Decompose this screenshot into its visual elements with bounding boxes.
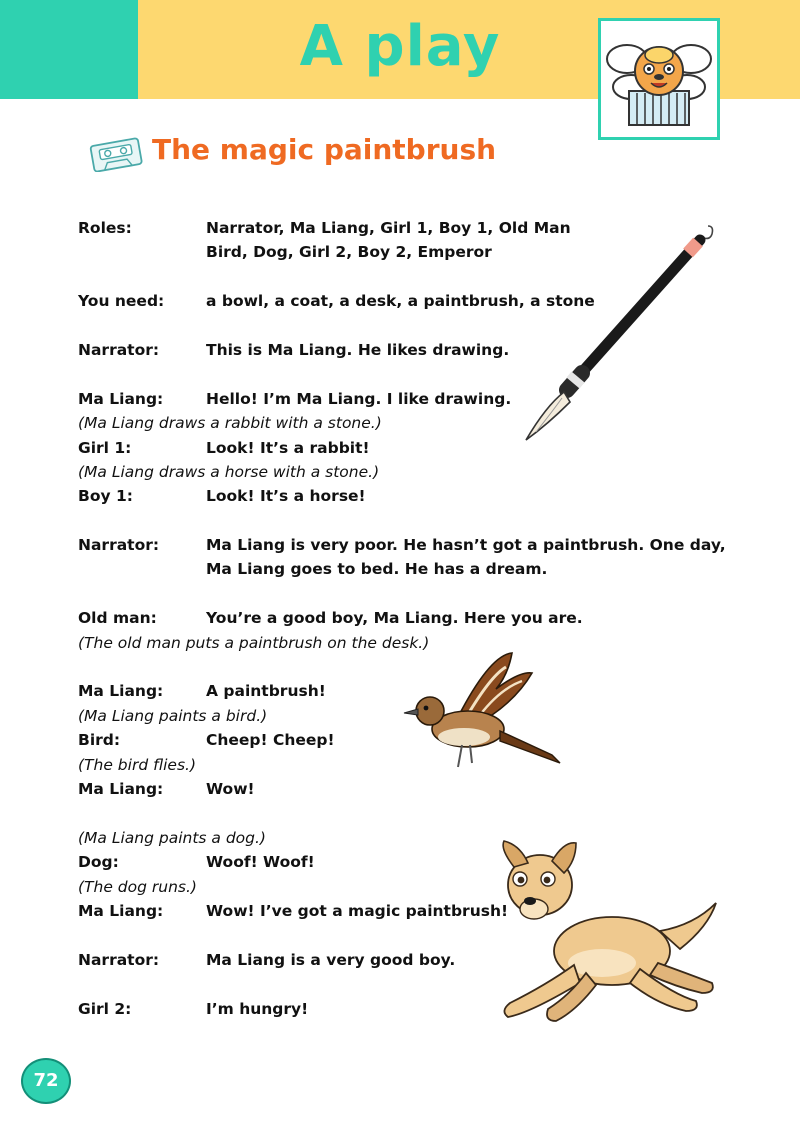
- speech: Wow!: [206, 779, 255, 798]
- speaker: Girl 1:: [78, 438, 132, 457]
- dialogue-line: [78, 777, 698, 801]
- page-number: 72: [21, 1058, 71, 1104]
- speaker: Ma Liang:: [78, 901, 164, 920]
- dialogue-line-continued: [78, 557, 698, 581]
- dialogue-line: [78, 533, 726, 557]
- dialogue-line: [78, 728, 698, 752]
- speaker: Narrator:: [78, 340, 160, 359]
- dialogue-line: [78, 679, 698, 703]
- speaker: Old man:: [78, 609, 157, 628]
- roles-list: Bird, Dog, Girl 2, Boy 2, Emperor: [206, 243, 492, 262]
- role-label: Roles:: [78, 219, 132, 237]
- speech: A paintbrush!: [206, 682, 326, 701]
- roles-list: Narrator, Ma Liang, Girl 1, Boy 1, Old Man: [206, 219, 571, 237]
- speech: Look! It’s a rabbit!: [206, 438, 370, 457]
- speech: Cheep! Cheep!: [206, 731, 335, 750]
- speech: Ma Liang is very poor. He hasn’t got a paintbrush. One day,: [206, 536, 726, 555]
- speech: Look! It’s a horse!: [206, 487, 366, 506]
- speech: Ma Liang is a very good boy.: [206, 950, 456, 969]
- role-label: You need:: [78, 292, 165, 311]
- stage-direction: (Ma Liang paints a dog.): [78, 828, 266, 847]
- stage-direction: (The bird flies.): [78, 755, 196, 774]
- stage-direction: (The dog runs.): [78, 877, 197, 896]
- speech: Woof! Woof!: [206, 853, 315, 872]
- running-dog-illustration: [490, 835, 722, 1025]
- speaker: Narrator:: [78, 536, 160, 555]
- speaker: Bird:: [78, 731, 121, 750]
- speech: Ma Liang goes to bed. He has a dream.: [206, 560, 548, 579]
- speaker: Girl 2:: [78, 999, 132, 1018]
- lion-dance-mask-icon: [598, 18, 720, 140]
- speaker: Ma Liang:: [78, 682, 164, 701]
- stage-direction: (Ma Liang paints a bird.): [78, 706, 268, 725]
- section-subtitle: The magic paintbrush: [152, 133, 497, 166]
- speech: I’m hungry!: [206, 999, 309, 1018]
- dialogue-line: [78, 606, 698, 630]
- page-title: A play: [299, 14, 501, 79]
- stage-direction: (Ma Liang draws a rabbit with a stone.): [78, 414, 382, 433]
- speech: Wow! I’ve got a magic paintbrush!: [206, 901, 509, 920]
- speech: Hello! I’m Ma Liang. I like drawing.: [206, 389, 512, 408]
- stage-direction: (The old man puts a paintbrush on the desk.): [78, 633, 430, 652]
- stage-direction: (Ma Liang draws a horse with a stone.): [78, 462, 380, 481]
- paintbrush-illustration: [512, 218, 722, 446]
- speech: You’re a good boy, Ma Liang. Here you are.: [206, 609, 583, 628]
- speaker: Ma Liang:: [78, 779, 164, 798]
- speech: This is Ma Liang. He likes drawing.: [206, 340, 510, 359]
- speaker: Narrator:: [78, 950, 160, 969]
- props-list: a bowl, a coat, a desk, a paintbrush, a stone: [206, 292, 595, 311]
- sparrow-illustration: [400, 645, 570, 780]
- speaker: Ma Liang:: [78, 389, 164, 408]
- cassette-tape-icon: [88, 136, 144, 172]
- speaker: Boy 1:: [78, 487, 133, 506]
- speaker: Dog:: [78, 853, 119, 872]
- dialogue-line: [78, 484, 698, 508]
